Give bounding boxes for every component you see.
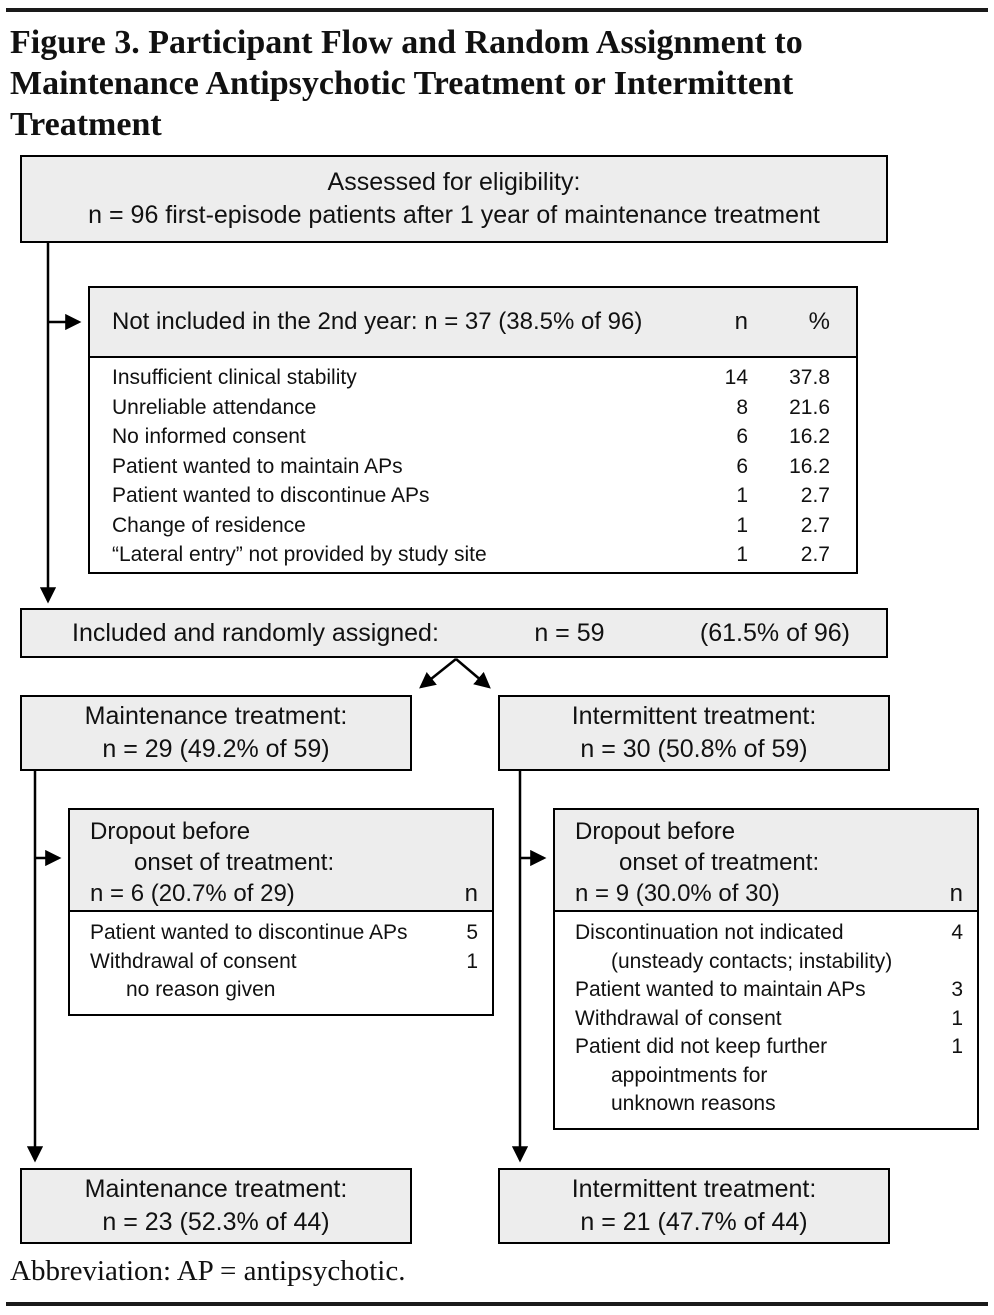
exclusion-row-label: Unreliable attendance — [112, 395, 317, 419]
arrow-split-right — [456, 659, 489, 687]
exclusion-row-label: “Lateral entry” not provided by study site — [112, 543, 487, 566]
exclusion-row-pct: 16.2 — [789, 454, 830, 478]
exclusion-row-label: Patient wanted to maintain APs — [112, 454, 403, 478]
final-maintenance-box — [20, 1168, 412, 1244]
dropout-row — [575, 1090, 963, 1119]
exclusion-row — [112, 393, 830, 423]
dropout-row — [575, 919, 963, 948]
exclusion-row — [112, 540, 830, 570]
dropout-row-n — [452, 976, 478, 1005]
exclusion-row-pct: 37.8 — [789, 366, 830, 389]
final-maintenance-line1: Maintenance treatment: — [84, 1175, 348, 1203]
left-dropout-header-line1: Dropout before — [90, 818, 251, 845]
dropout-row — [575, 976, 963, 1005]
exclusion-row-label: No informed consent — [112, 425, 306, 448]
exclusion-row-label: Change of residence — [112, 513, 306, 537]
final-intermittent-line2: n = 21 (47.7% of 44) — [580, 1208, 808, 1236]
dropout-row — [575, 1062, 963, 1091]
final-maintenance-line2: n = 23 (52.3% of 44) — [102, 1208, 330, 1236]
dropout-row — [90, 948, 478, 977]
right-dropout-header-line2: onset of treatment: — [619, 849, 820, 876]
intermittent-box — [498, 695, 890, 771]
exclusion-row-pct: 21.6 — [789, 395, 830, 419]
dropout-row — [575, 1005, 963, 1034]
exclusion-row-pct: 2.7 — [800, 543, 830, 566]
dropout-row-n: 1 — [951, 1006, 963, 1030]
dropout-row-label: (unsteady contacts; instability) — [611, 949, 893, 973]
exclusion-row — [112, 363, 830, 393]
left-dropout-rows — [70, 912, 492, 1005]
assessed-box — [20, 155, 888, 243]
dropout-row-label: unknown reasons — [611, 1092, 776, 1115]
dropout-row-label: appointments for — [611, 1063, 768, 1087]
dropout-row — [575, 948, 963, 977]
exclusion-row-n: 6 — [736, 454, 748, 478]
exclusion-row-n: 8 — [736, 395, 748, 419]
column-header-pct: % — [808, 308, 830, 335]
dropout-row-label: Withdrawal of consent — [575, 1006, 782, 1030]
exclusion-row — [112, 481, 830, 511]
exclusion-row-pct: 2.7 — [800, 484, 830, 507]
arrow-split-left — [421, 659, 456, 687]
dropout-row-label: Patient wanted to maintain APs — [575, 978, 866, 1001]
dropout-row — [90, 976, 478, 1005]
dropout-row-n: 3 — [951, 978, 963, 1001]
column-header-n: n — [464, 880, 478, 907]
maintenance-line2: n = 29 (49.2% of 59) — [102, 735, 330, 763]
maintenance-box — [20, 695, 412, 771]
assessed-line2: n = 96 first-episode patients after 1 year of maintenance treatment — [88, 201, 820, 229]
exclusion-row-n: 1 — [736, 543, 748, 566]
dropout-row-label: Discontinuation not indicated — [575, 921, 844, 944]
exclusion-row-label: Insufficient clinical stability — [112, 366, 357, 389]
dropout-row-label: no reason given — [126, 978, 276, 1001]
right-dropout-box — [553, 808, 979, 1130]
included-label: Included and randomly assigned: — [72, 618, 439, 647]
bottom-rule — [6, 1302, 988, 1306]
left-dropout-header-line3 — [90, 878, 478, 909]
exclusion-row-pct: 2.7 — [800, 513, 830, 537]
figure-title-line: Figure 3. Participant Flow and Random Assignment to — [10, 24, 803, 61]
column-header-n: n — [949, 880, 963, 907]
not-included-box — [88, 286, 858, 574]
dropout-row-label: Patient did not keep further — [575, 1035, 828, 1058]
included-n: n = 59 — [534, 618, 605, 647]
right-dropout-n-summary: n = 9 (30.0% of 30) — [575, 880, 780, 907]
dropout-row-n — [937, 1090, 963, 1119]
dropout-row-n: 5 — [466, 921, 478, 944]
column-header-n: n — [734, 308, 748, 335]
right-dropout-header-line1: Dropout before — [575, 818, 736, 845]
dropout-row — [575, 1033, 963, 1062]
exclusion-row-label: Patient wanted to discontinue APs — [112, 484, 430, 507]
left-dropout-box — [68, 808, 494, 1016]
maintenance-line1: Maintenance treatment: — [84, 702, 348, 730]
exclusion-row-n: 1 — [736, 513, 748, 537]
assessed-line1: Assessed for eligibility: — [327, 168, 581, 196]
not-included-header — [90, 288, 856, 358]
exclusion-row-n: 6 — [736, 425, 748, 448]
not-included-header-label: Not included in the 2nd year: n = 37 (38.5% of 96) — [112, 308, 643, 335]
dropout-row-label: Patient wanted to discontinue APs — [90, 921, 408, 944]
dropout-row — [90, 919, 478, 948]
left-dropout-header — [70, 810, 492, 912]
exclusion-row — [112, 511, 830, 541]
intermittent-line2: n = 30 (50.8% of 59) — [580, 735, 808, 763]
exclusion-row-n: 1 — [736, 484, 748, 507]
dropout-row-n: 1 — [951, 1035, 963, 1058]
final-intermittent-box — [498, 1168, 890, 1244]
final-intermittent-line1: Intermittent treatment: — [571, 1175, 817, 1203]
left-dropout-n-summary: n = 6 (20.7% of 29) — [90, 880, 295, 907]
dropout-row-n — [937, 948, 963, 977]
left-dropout-header-line2: onset of treatment: — [134, 849, 335, 876]
right-dropout-header-line3 — [575, 878, 963, 909]
intermittent-line1: Intermittent treatment: — [571, 702, 817, 730]
included-pct: (61.5% of 96) — [699, 618, 850, 647]
abbreviation-footnote: Abbreviation: AP = antipsychotic. — [10, 1255, 406, 1287]
dropout-row-n: 1 — [466, 949, 478, 973]
exclusion-row — [112, 422, 830, 452]
dropout-row-n: 4 — [951, 921, 963, 944]
exclusion-row — [112, 452, 830, 482]
not-included-rows — [90, 358, 856, 570]
exclusion-row-pct: 16.2 — [789, 425, 830, 448]
included-box — [20, 608, 888, 658]
right-dropout-rows — [555, 912, 977, 1119]
right-dropout-header — [555, 810, 977, 912]
dropout-row-label: Withdrawal of consent — [90, 949, 297, 973]
figure-title-line: Treatment — [10, 106, 162, 143]
exclusion-row-n: 14 — [724, 366, 748, 389]
dropout-row-n — [937, 1062, 963, 1091]
figure-title-line: Maintenance Antipsychotic Treatment or Intermittent — [10, 65, 794, 102]
